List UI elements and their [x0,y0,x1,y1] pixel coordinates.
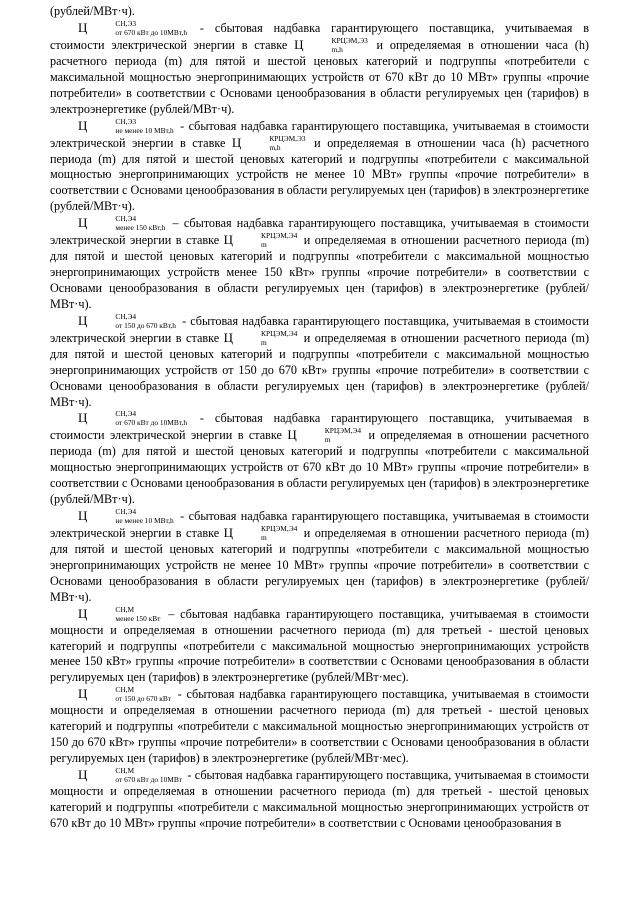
definition-paragraph [50,686,589,767]
surcharge-symbol-subscript: от 670 кВт до 10МВт,h [115,27,188,37]
surcharge-symbol-indices [87,686,171,703]
surcharge-symbol-base: Ц [78,19,88,35]
surcharge-symbol-indices [87,118,173,135]
surcharge-symbol-indices [87,606,160,623]
surcharge-symbol-base: Ц [78,215,88,231]
definition-text: - сбытовая надбавка гарантирующего поставщика, учитываемая в стоимости электрической энергии в ставке [50,411,589,443]
definition-paragraph [50,313,589,411]
surcharge-symbol-base: Ц [78,410,88,426]
surcharge-symbol-superscript: СН,Э3 [115,18,137,28]
definitions-list [50,20,589,832]
surcharge-symbol-subscript: менее 150 кВт [115,613,161,623]
rate-symbol-superscript: КРЦЭМ,Э3 [331,35,368,45]
surcharge-symbol-superscript: СН,Э4 [115,214,137,224]
rate-symbol-indices [233,525,297,542]
definition-text: - сбытовая надбавка гарантирующего поставщика, учитываемая в стоимости мощности и определяемая в отношении расчетного периода (m) для третьей - шестой ценовых категорий и подгруппы «потребители с максимальной мощностью энергопринимающих устройств от 150 до 670 кВт» группы «прочие потребители» в соответствии с Основами ценообразования в области регулируемых цен (тарифов) в электроэнергетике (рублей/МВт·мес). [50,687,589,765]
rate-symbol-subscript: m [261,533,267,543]
rate-symbol-indices [304,37,368,54]
definition-paragraph [50,606,589,687]
surcharge-symbol [78,214,167,233]
unit-line: (рублей/МВт·ч). [50,4,135,18]
rate-symbol-superscript: КРЦЭМ,Э4 [324,426,362,436]
surcharge-symbol-indices [87,313,176,330]
surcharge-symbol [78,765,184,784]
surcharge-symbol [78,18,189,37]
rate-symbol-subscript: m [261,337,267,347]
definition-text: - сбытовая надбавка гарантирующего поставщика, учитываемая в стоимости электрической энергии в ставке [50,313,589,345]
definition-paragraph [50,767,589,832]
rate-symbol-base: Ц [223,525,234,541]
rate-symbol-superscript: КРЦЭМ,Э4 [261,328,298,338]
surcharge-symbol-subscript: от 670 кВт до 10МВт,h [115,418,188,428]
surcharge-symbol-base: Ц [78,312,88,328]
surcharge-symbol-base: Ц [78,686,88,702]
surcharge-symbol-indices [87,508,173,525]
surcharge-symbol [78,116,176,135]
definition-text-continued: и определяемая в отношении расчетного периода (m) для пятой и шестой ценовых категорий и подгруппы «потребители с максимальной мощностью энергопринимающих устройств от 670 кВт до 10 МВт» группы «прочие потребители» в соответствии с Основами ценообразования в области регулируемых цен (тарифов) в электроэнергетике (рублей/МВт·ч). [50,428,589,507]
rate-symbol-subscript: m,h [331,44,343,54]
surcharge-symbol-base: Ц [78,766,88,782]
rate-symbol-superscript: КРЦЭМ,Э4 [261,231,298,241]
rate-symbol [223,328,300,347]
surcharge-symbol-base: Ц [78,117,88,133]
definition-text-continued: и определяемая в отношении расчетного периода (m) для пятой и шестой ценовых категорий и подгруппы «потребители с максимальной мощностью энергопринимающих устройств менее 150 кВт» группы «прочие потребители» в соответствии с Основами ценообразования в области регулируемых цен (тарифов) в электроэнергетике (рублей/МВт·ч). [50,233,589,311]
rate-symbol-base: Ц [287,427,297,443]
rate-symbol-indices [233,232,297,249]
surcharge-symbol-indices [87,410,187,427]
surcharge-symbol-superscript: СН,М [115,685,135,695]
definition-text-continued: и определяемая в отношении расчетного периода (m) для пятой и шестой ценовых категорий и подгруппы «потребители с максимальной мощностью энергопринимающих устройств от 150 до 670 кВт» группы «прочие потребители» в соответствии с Основами ценообразования в области регулируемых цен (тарифов) в электроэнергетике (рублей/МВт·ч). [50,330,589,409]
rate-symbol [231,133,308,152]
definition-text-continued: и определяемая в отношении расчетного периода (m) для пятой и шестой ценовых категорий и подгруппы «потребители с максимальной мощностью энергопринимающих устройств не менее 10 МВт» группы «прочие потребители» в соответствии с Основами ценообразования в области регулируемых цен (тарифов) в электроэнергетике (рублей/МВт·ч). [50,526,589,604]
surcharge-symbol-superscript: СН,Э4 [115,409,137,419]
surcharge-symbol-superscript: СН,Э4 [115,311,137,321]
definition-paragraph [50,118,589,216]
surcharge-symbol-superscript: СН,М [115,765,135,775]
rate-symbol-base: Ц [223,232,234,248]
definition-text: - сбытовая надбавка гарантирующего поставщика, учитываемая в стоимости электрической энергии в ставке [50,118,589,150]
definition-text: - сбытовая надбавка гарантирующего поставщика, учитываемая в стоимости электрической энергии в ставке [50,509,589,541]
rate-symbol [294,35,370,54]
surcharge-symbol-superscript: СН,М [115,604,135,614]
definition-text: – сбытовая надбавка гарантирующего поставщика, учитываемая в стоимости мощности и определяемая в отношении расчетного периода (m) для третьей - шестой ценовых категорий и подгруппы «потребители с максимальной мощностью энергопринимающих устройств менее 150 кВт» группы «прочие потребители» в соответствии с Основами ценообразования в области регулируемых цен (тарифов) в электроэнергетике (рублей/МВт·мес). [50,606,589,685]
rate-symbol-indices [233,330,297,347]
rate-symbol [223,524,300,543]
definition-paragraph [50,508,589,606]
definition-text-continued: и определяемая в отношении часа (h) расчетного периода (m) для пятой и шестой ценовых категорий и подгруппы «потребители с максимальной мощностью энергопринимающих устройств от 670 кВт до 10 МВт» группы «прочие потребители» в соответствии с Основами ценообразования в области регулируемых цен (тарифов) в электроэнергетике (рублей/МВт·ч). [50,37,589,116]
rate-symbol [287,426,363,445]
surcharge-symbol-subscript: не менее 10 МВт,h [115,125,174,135]
definition-text-continued: и определяемая в отношении часа (h) расчетного периода (m) для пятой и шестой ценовых категорий и подгруппы «потребители с максимальной мощностью энергопринимающих устройств не менее 10 МВт» группы «прочие потребители» в соответствии с Основами ценообразования в области регулируемых цен (тарифов) в электроэнергетике (рублей/МВт·ч). [50,135,589,214]
definition-text: - сбытовая надбавка гарантирующего поставщика, учитываемая в стоимости мощности и определяемая в отношении расчетного периода (m) для третьей - шестой ценовых категорий и подгруппы «потребители с максимальной мощностью энергопринимающих устройств от 670 кВт до 10 МВт» группы «прочие потребители» в соответствии с Основами ценообразования в [50,767,589,830]
definition-paragraph [50,20,589,118]
surcharge-symbol-subscript: не менее 10 МВт,h [115,516,174,526]
surcharge-symbol-subscript: менее 150 кВт,h [115,223,166,233]
surcharge-symbol [78,409,189,428]
surcharge-symbol [78,507,176,526]
surcharge-symbol-base: Ц [78,508,88,524]
surcharge-symbol-subscript: от 150 до 670 кВт [115,694,171,704]
surcharge-symbol-superscript: СН,Э4 [115,507,137,517]
rate-symbol-base: Ц [223,329,234,345]
surcharge-symbol [78,685,173,704]
definition-paragraph [50,215,589,313]
surcharge-symbol-subscript: от 670 кВт до 10МВт [115,774,183,784]
surcharge-symbol-base: Ц [78,605,88,621]
rate-symbol-subscript: m [324,435,331,445]
surcharge-symbol [78,604,162,623]
definition-paragraph [50,410,589,508]
rate-symbol [223,231,300,250]
rate-symbol-base: Ц [294,36,304,52]
rate-symbol-subscript: m,h [269,142,281,152]
surcharge-symbol-indices [87,20,187,37]
definition-text: - сбытовая надбавка гарантирующего поставщика, учитываемая в стоимости электрической энергии в ставке [50,20,589,52]
rate-symbol-indices [241,135,305,152]
rate-symbol-indices [297,427,361,444]
rate-symbol-superscript: КРЦЭМ,Э4 [261,524,298,534]
surcharge-symbol-indices [87,215,165,232]
rate-symbol-base: Ц [231,134,242,150]
surcharge-symbol-subscript: от 150 до 670 кВт,h [115,320,176,330]
definition-text: – сбытовая надбавка гарантирующего поставщика, учитываемая в стоимости электрической энергии в ставке [50,216,589,248]
surcharge-symbol [78,311,178,330]
rate-symbol-subscript: m [261,240,267,250]
surcharge-symbol-indices [87,767,182,784]
rate-symbol-superscript: КРЦЭМ,Э3 [269,133,306,143]
surcharge-symbol-superscript: СН,Э3 [115,116,137,126]
